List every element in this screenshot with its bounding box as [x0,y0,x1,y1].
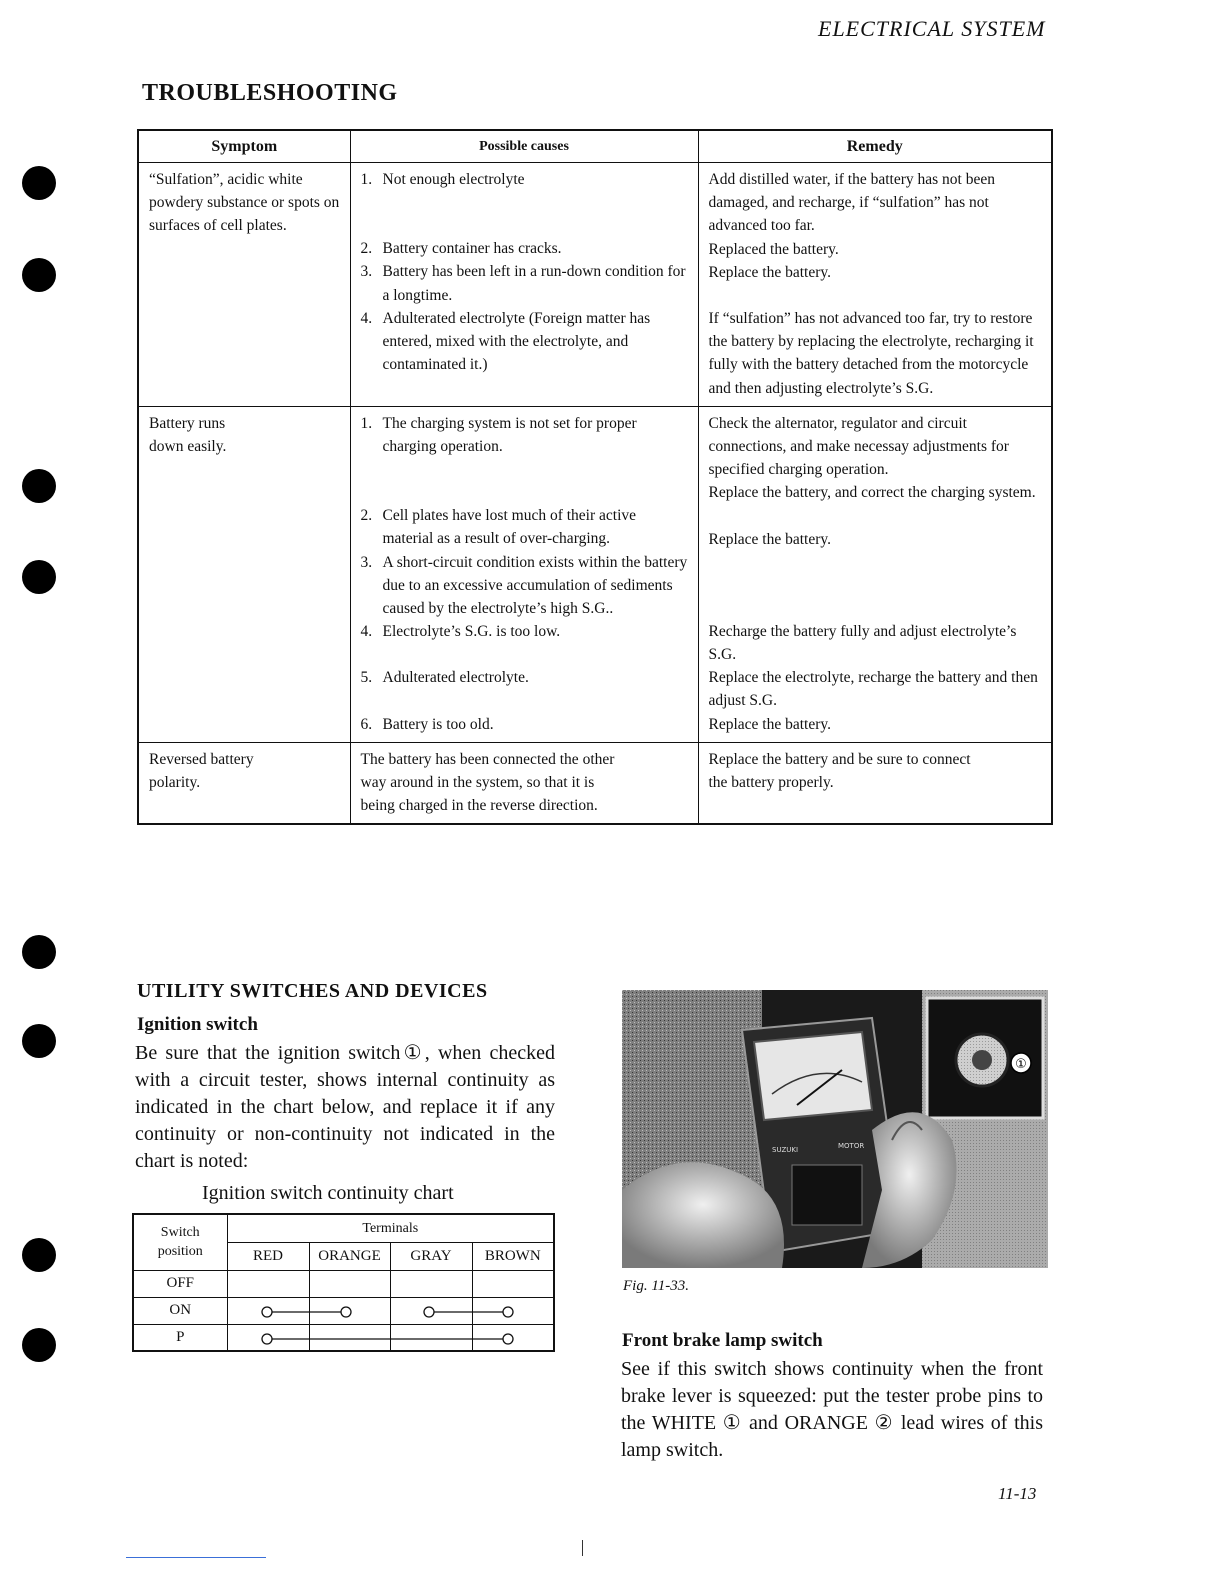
ignition-switch-text: Be sure that the ignition switch①, when checked with a circuit tester, shows internal continuity as indicated in the chart below, and replace it if any continuity or non-continuity not indicated in the chart is noted: [135,1042,555,1172]
remedy-text: If “sulfation” has not advanced too far, try to restore the battery by replacing the electrolyte, recharging it fully with the battery detached from the motorcycle and then adjusting electrolyte’s S.G. [708,310,1034,397]
chart-row-on [133,1297,554,1324]
bottom-tick-mark [582,1540,583,1556]
cause-text: Electrolyte’s S.G. is too low. [382,623,561,641]
cause-text: The charging system is not set for proper charging operation. [382,414,637,456]
binder-hole [22,166,56,200]
cause-number: 4. [360,309,373,327]
bottom-rule [126,1557,266,1558]
cause-text: Not enough electrolyte [382,171,525,188]
column-header-remedy: Remedy [698,130,1052,163]
chart-cell [309,1324,390,1351]
cause-item [361,551,690,621]
table-header-row [138,130,1052,163]
remedy-text: Recharge the battery fully and adjust electrolyte’s S.G. [708,622,1017,664]
meter-brand-text: SUZUKI [772,1146,799,1154]
cause-number: 1. [360,171,373,188]
binder-hole [22,1328,56,1362]
switch-header-line: Switch [160,1225,200,1241]
binder-hole [22,1024,56,1058]
cause-text: Battery container has cracks. [382,240,562,258]
chart-cell [472,1297,554,1324]
chart-cell [390,1324,472,1351]
symptom-text: Battery runs down easily. [149,414,227,456]
cause-item [361,307,690,377]
cause-item [361,504,690,550]
terminal-orange: ORANGE [309,1242,390,1270]
cause-text: Adulterated electrolyte (Foreign matter has entered, mixed with the electrolyte, and contaminated it.) [382,309,651,374]
table-row [138,742,1052,824]
column-header-symptom: Symptom [138,130,350,163]
callout-number: ① [1015,1057,1027,1072]
chart-cell [227,1270,309,1297]
cause-item [361,620,690,643]
cause-item [361,260,690,306]
terminal-gray: GRAY [390,1242,472,1270]
table-row [138,163,1052,407]
cause-number: 2. [360,507,373,525]
cause-text: Battery is too old. [382,715,494,733]
cause-number: 3. [360,553,373,571]
position-label: OFF [133,1270,227,1297]
remedy-text: Replace the battery. [708,263,832,281]
causes-cell [350,742,698,824]
brake-lamp-switch-text: See if this switch shows continuity when the front brake lever is squeezed: put the tester probe pins to the WHITE ① and ORANGE ② lead wires of this lamp switch. [621,1358,1043,1461]
page-number: 11-13 [998,1484,1037,1503]
ignition-switch-title: Ignition switch [137,1014,258,1035]
cause-text: Battery has been left in a run-down condition for a longtime. [382,263,686,304]
ignition-continuity-chart [132,1213,555,1352]
position-label: P [133,1324,227,1351]
cause-text: The battery has been connected the other way around in the system, so that it is being charged in the reverse direction. [360,750,615,815]
remedy-cell [698,742,1052,824]
chart-cell [472,1324,554,1351]
cause-text: A short-circuit condition exists within the battery due to an excessive accumulation of sediments caused by the electrolyte’s high S.G.. [382,553,688,618]
cause-item [361,412,690,458]
remedy-text: Replaced the battery. [708,240,839,258]
cause-item [361,237,690,260]
cause-item [361,666,690,689]
chart-cell [227,1297,309,1324]
remedy-text: Replace the electrolyte, recharge the battery and then adjust S.G. [708,669,1038,710]
cause-text: Cell plates have lost much of their active material as a result of over-charging. [382,507,637,548]
remedy-text: Add distilled water, if the battery has not been damaged, and recharge, if “sulfation” has not advanced too far. [708,171,995,235]
symptom-text: Reversed battery polarity. [149,750,254,792]
remedy-cell [698,163,1052,407]
column-header-causes: Possible causes [350,130,698,163]
cause-item [361,713,690,736]
continuity-chart-caption: Ignition switch continuity chart [202,1182,454,1204]
binder-hole [22,1238,56,1272]
brake-lamp-switch-title: Front brake lamp switch [622,1330,823,1351]
chart-cell [309,1297,390,1324]
chart-cell [227,1324,309,1351]
chart-row-p [133,1324,554,1351]
terminal-brown: BROWN [472,1242,554,1270]
binder-hole [22,560,56,594]
chart-row-off [133,1270,554,1297]
symptom-cell [138,742,350,824]
switch-position-header [133,1214,227,1270]
remedy-text: Check the alternator, regulator and circuit connections, and make necessay adjustments for specified charging operation. [708,414,1009,479]
causes-cell [350,406,698,742]
running-header: ELECTRICAL SYSTEM [818,16,1046,41]
switch-header-line: position [157,1244,203,1260]
remedy-text: Replace the battery, and correct the charging system. [708,484,1036,502]
position-label: ON [133,1297,227,1324]
chart-cell [472,1270,554,1297]
section-title: TROUBLESHOOTING [142,80,398,106]
binder-hole [22,469,56,503]
remedy-text: Replace the battery. [708,715,832,733]
circuit-tester-photo [622,990,1048,1268]
chart-cell [309,1270,390,1297]
cause-text: Adulterated electrolyte. [382,669,529,687]
utility-section-title: UTILITY SWITCHES AND DEVICES [137,980,488,1002]
chart-cell [390,1297,472,1324]
troubleshooting-table [137,129,1053,825]
causes-cell [350,163,698,407]
chart-cell [390,1270,472,1297]
binder-hole [22,258,56,292]
cause-number: 1. [360,414,373,432]
cause-number: 4. [360,623,373,641]
chart-header-row [133,1214,554,1242]
remedy-text: Replace the battery and be sure to connect the battery properly. [708,750,971,792]
cause-number: 6. [360,715,373,733]
remedy-text: Replace the battery. [708,530,832,548]
symptom-cell [138,163,350,407]
meter-brand-text: MOTOR [838,1142,865,1150]
cause-number: 5. [360,669,373,687]
remedy-cell [698,406,1052,742]
cause-number: 3. [360,263,373,281]
terminal-red: RED [227,1242,309,1270]
figure-caption: Fig. 11-33. [623,1278,689,1294]
symptom-text: “Sulfation”, acidic white powdery substance or spots on surfaces of cell plates. [149,171,340,235]
cause-item [361,168,690,191]
table-row [138,406,1052,742]
binder-hole [22,935,56,969]
terminals-header: Terminals [227,1214,554,1242]
symptom-cell [138,406,350,742]
cause-number: 2. [360,240,373,258]
